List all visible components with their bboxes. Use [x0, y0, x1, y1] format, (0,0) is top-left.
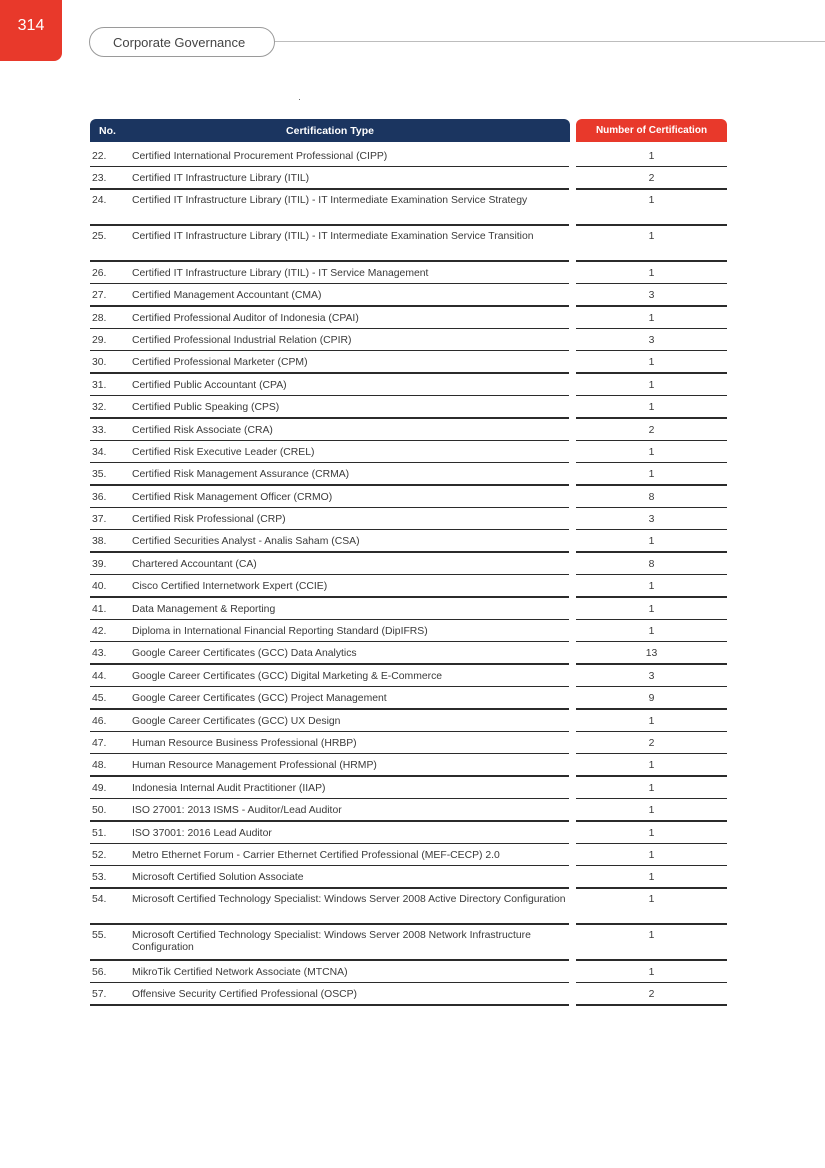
table-row: [90, 486, 727, 508]
certification-type: Chartered Accountant (CA): [132, 558, 257, 570]
certification-type: Certified Professional Auditor of Indonesia (CPAI): [132, 312, 359, 324]
certification-type: Certified IT Infrastructure Library (ITIL) - IT Service Management: [132, 267, 429, 279]
table-row: [90, 419, 727, 441]
table-row: [90, 396, 727, 418]
certification-type: ISO 37001: 2016 Lead Auditor: [132, 827, 272, 839]
table-row: [90, 983, 727, 1005]
certification-count: 2: [648, 424, 655, 436]
certification-type: Microsoft Certified Technology Specialist: Windows Server 2008 Network Infrastructure Configuration: [132, 929, 531, 954]
table-row: [90, 307, 727, 329]
certification-count: 1: [648, 603, 655, 615]
certification-count: 1: [648, 536, 655, 548]
table-row: [90, 508, 727, 530]
certification-count: 1: [648, 581, 655, 593]
row-number: 23.: [92, 173, 107, 185]
certification-type: Data Management & Reporting: [132, 603, 276, 615]
row-number: 40.: [92, 581, 107, 593]
certification-type: Certified Professional Marketer (CPM): [132, 357, 308, 369]
row-number: 34.: [92, 446, 107, 458]
row-number: 26.: [92, 267, 107, 279]
certification-type: Human Resource Business Professional (HRBP): [132, 737, 357, 749]
table-row: [90, 351, 727, 373]
table-row: [90, 866, 727, 888]
row-number: 43.: [92, 648, 107, 660]
certification-count: 1: [648, 469, 655, 481]
certification-count: 1: [648, 893, 655, 905]
table-row: [90, 441, 727, 463]
table-header-left: [90, 119, 570, 142]
table-row: [90, 575, 727, 597]
row-number: 49.: [92, 782, 107, 794]
row-number: 24.: [92, 194, 107, 206]
header-no: No.: [99, 124, 116, 137]
certification-count: 1: [648, 966, 655, 978]
table-row: [90, 777, 727, 799]
certification-count: 9: [648, 693, 655, 705]
row-number: 53.: [92, 872, 107, 884]
certification-count: 1: [648, 849, 655, 861]
table-row: [90, 598, 727, 620]
table-row: [90, 620, 727, 642]
row-number: 25.: [92, 230, 107, 242]
table-row: [90, 284, 727, 306]
certification-type: Certified IT Infrastructure Library (ITIL): [132, 173, 310, 185]
table-row: [90, 889, 727, 925]
certification-count: 1: [648, 312, 655, 324]
row-number: 28.: [92, 312, 107, 324]
stray-dot: [299, 99, 300, 100]
header-number-of-certification: Number of Certification: [576, 119, 727, 142]
row-number: 37.: [92, 514, 107, 526]
certification-type: Google Career Certificates (GCC) UX Design: [132, 715, 341, 727]
row-number: 50.: [92, 805, 107, 817]
certification-count: 1: [648, 782, 655, 794]
certification-count: 3: [648, 670, 655, 682]
certification-type: Certified Professional Industrial Relation (CPIR): [132, 334, 352, 346]
certification-count: 2: [648, 173, 655, 185]
table-row: [90, 665, 727, 687]
row-number: 42.: [92, 626, 107, 638]
certification-count: 3: [648, 334, 655, 346]
table-row: [90, 961, 727, 983]
row-number: 30.: [92, 357, 107, 369]
certification-type: Certified Risk Associate (CRA): [132, 424, 273, 436]
table-row: [90, 710, 727, 732]
table-row: [90, 925, 727, 961]
row-number: 38.: [92, 536, 107, 548]
table-row: [90, 226, 727, 262]
certification-type: Certified Risk Management Assurance (CRMA): [132, 469, 350, 481]
row-number: 55.: [92, 929, 107, 941]
row-number: 32.: [92, 402, 107, 414]
table-row: [90, 822, 727, 844]
certification-type: Certified Public Speaking (CPS): [132, 402, 280, 414]
certification-type: Google Career Certificates (GCC) Data Analytics: [132, 648, 357, 660]
row-number: 51.: [92, 827, 107, 839]
table-row: [90, 844, 727, 866]
certification-count: 1: [648, 929, 655, 941]
header-divider: [270, 41, 825, 42]
certification-type: Google Career Certificates (GCC) Digital Marketing & E-Commerce: [132, 670, 443, 682]
row-number: 54.: [92, 893, 107, 905]
certification-type: Cisco Certified Internetwork Expert (CCIE): [132, 581, 328, 593]
certification-count: 2: [648, 737, 655, 749]
row-number: 46.: [92, 715, 107, 727]
table-row: [90, 374, 727, 396]
certification-type: Certified Risk Professional (CRP): [132, 514, 286, 526]
table-row: [90, 754, 727, 776]
certification-type: MikroTik Certified Network Associate (MTCNA): [132, 966, 348, 978]
certification-type: Microsoft Certified Solution Associate: [132, 872, 304, 884]
certification-type: Microsoft Certified Technology Specialist: Windows Server 2008 Active Directory Configuration: [132, 893, 566, 905]
certification-type: Certified Risk Executive Leader (CREL): [132, 446, 315, 458]
table-row: [90, 190, 727, 226]
certification-type: Certified International Procurement Professional (CIPP): [132, 151, 388, 162]
certification-count: 13: [645, 648, 658, 660]
certification-count: 1: [648, 446, 655, 458]
certification-type: Metro Ethernet Forum - Carrier Ethernet Certified Professional (MEF-CECP) 2.0: [132, 849, 500, 861]
certification-count: 8: [648, 558, 655, 570]
certification-count: 1: [648, 872, 655, 884]
certification-table-body: [90, 145, 727, 1006]
table-row: [90, 732, 727, 754]
row-number: 57.: [92, 989, 107, 1001]
certification-count: 1: [648, 230, 655, 242]
header-certification-type: Certification Type: [286, 124, 374, 137]
certification-type: Certified Securities Analyst - Analis Saham (CSA): [132, 536, 360, 548]
certification-count: 1: [648, 805, 655, 817]
certification-count: 1: [648, 267, 655, 279]
certification-count: 1: [648, 626, 655, 638]
table-row: [90, 553, 727, 575]
certification-type: ISO 27001: 2013 ISMS - Auditor/Lead Auditor: [132, 805, 342, 817]
row-number: 35.: [92, 469, 107, 481]
certification-count: 1: [648, 402, 655, 414]
table-row: [90, 799, 727, 821]
table-row: [90, 530, 727, 552]
certification-count: 1: [648, 379, 655, 391]
page-number-badge: 314: [0, 0, 62, 61]
certification-type: Certified Public Accountant (CPA): [132, 379, 287, 391]
table-row: [90, 687, 727, 709]
table-row: [90, 463, 727, 485]
certification-count: 1: [648, 151, 655, 162]
table-row: [90, 262, 727, 284]
row-number: 52.: [92, 849, 107, 861]
certification-count: 1: [648, 715, 655, 727]
certification-type: Indonesia Internal Audit Practitioner (IIAP): [132, 782, 326, 794]
certification-count: 1: [648, 194, 655, 206]
row-number: 33.: [92, 424, 107, 436]
table-row: [90, 329, 727, 351]
row-number: 56.: [92, 966, 107, 978]
certification-type: Certified Risk Management Officer (CRMO): [132, 491, 333, 503]
certification-type: Certified IT Infrastructure Library (ITIL) - IT Intermediate Examination Service Transition: [132, 230, 534, 242]
row-number: 29.: [92, 334, 107, 346]
certification-count: 1: [648, 357, 655, 369]
row-number: 44.: [92, 670, 107, 682]
row-number: 45.: [92, 693, 107, 705]
row-number: 47.: [92, 737, 107, 749]
row-number: 31.: [92, 379, 107, 391]
certification-type: Diploma in International Financial Reporting Standard (DipIFRS): [132, 626, 428, 638]
certification-count: 8: [648, 491, 655, 503]
table-row: [90, 642, 727, 664]
row-number: 39.: [92, 558, 107, 570]
certification-count: 1: [648, 827, 655, 839]
table-row: [90, 167, 727, 189]
row-number: 48.: [92, 760, 107, 772]
certification-count: 1: [648, 760, 655, 772]
row-number: 41.: [92, 603, 107, 615]
table-row: [90, 145, 727, 167]
row-number: 22.: [92, 151, 107, 162]
certification-type: Certified IT Infrastructure Library (ITIL) - IT Intermediate Examination Service Strategy: [132, 194, 528, 206]
certification-type: Offensive Security Certified Professional (OSCP): [132, 989, 358, 1001]
certification-type: Certified Management Accountant (CMA): [132, 290, 322, 302]
section-title: Corporate Governance: [89, 27, 275, 57]
certification-type: Google Career Certificates (GCC) Project Management: [132, 693, 387, 705]
row-number: 27.: [92, 290, 107, 302]
certification-type: Human Resource Management Professional (HRMP): [132, 760, 377, 772]
certification-count: 2: [648, 989, 655, 1001]
certification-count: 3: [648, 290, 655, 302]
certification-count: 3: [648, 514, 655, 526]
row-number: 36.: [92, 491, 107, 503]
